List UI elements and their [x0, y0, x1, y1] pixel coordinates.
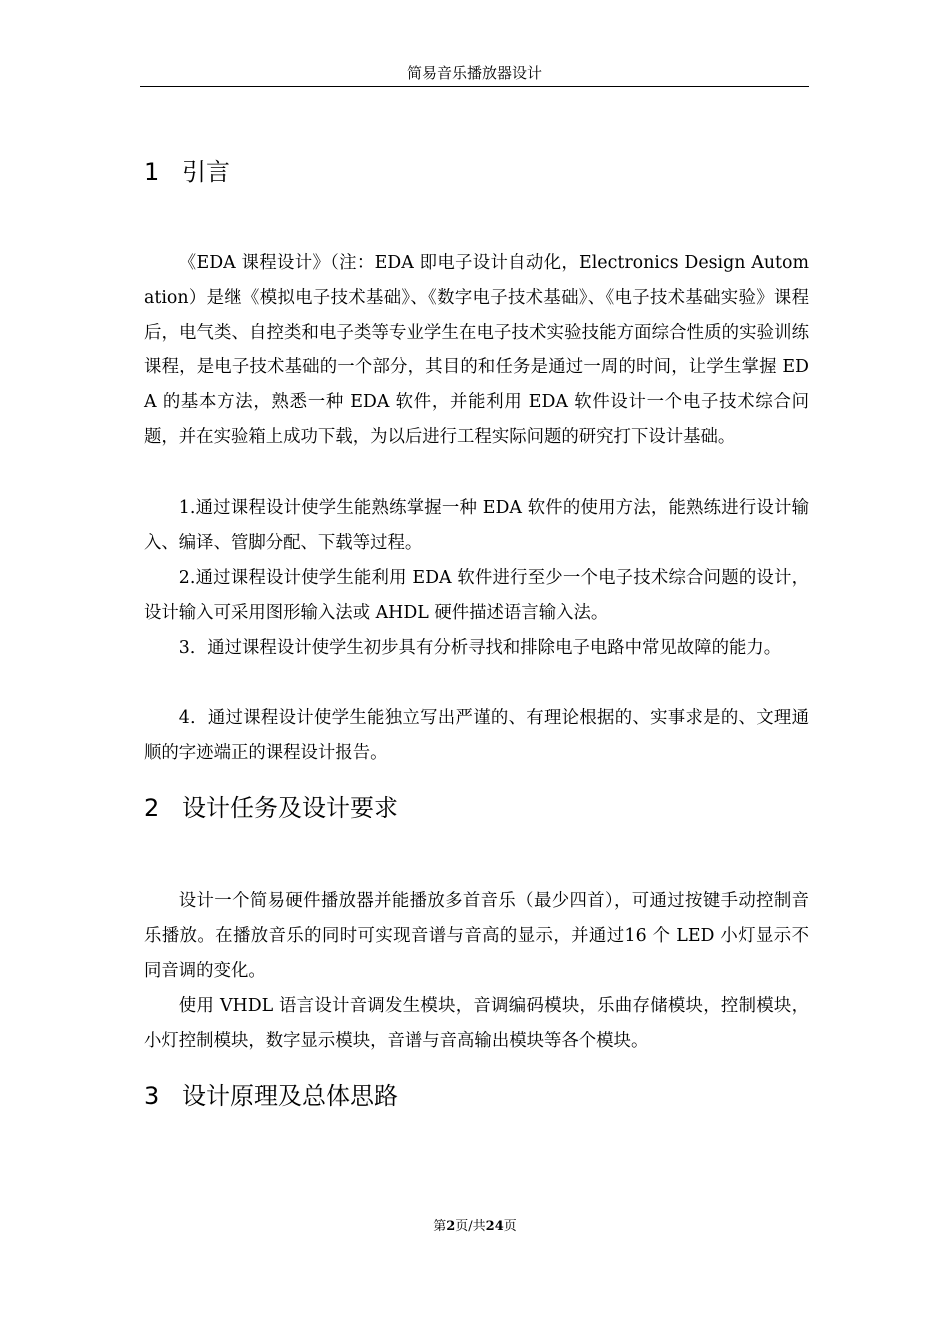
paragraph-goal-4: 4．通过课程设计使学生能独立写出严谨的、有理论根据的、实事求是的、文理通顺的字迹端正的课程设计报告。: [144, 708, 809, 763]
paragraph-task: 设计一个简易硬件播放器并能播放多首音乐（最少四首），可通过按键手动控制音乐播放。在播放音乐的同时可实现音谱与音高的显示，并通过16 个 LED 小灯显示不同音调的变化。: [144, 891, 809, 981]
section-number: 1: [144, 158, 160, 186]
page-footer: [0, 1218, 950, 1236]
footer-suffix: 页: [503, 1219, 517, 1234]
paragraph-goal-3: 3．通过课程设计使学生初步具有分析寻找和排除电子电路中常见故障的能力。: [178, 638, 782, 658]
paragraph-goal-2: 2.通过课程设计使学生能利用 EDA 软件进行至少一个电子技术综合问题的设计，设计输入可采用图形输入法或 AHDL 硬件描述语言输入法。: [144, 568, 809, 623]
section-number: 3: [144, 1082, 160, 1110]
section-number: 2: [144, 794, 160, 822]
section-title: 设计任务及设计要求: [182, 794, 398, 822]
footer-total-pages: 24: [485, 1219, 504, 1234]
footer-middle: 页/共: [455, 1219, 486, 1234]
section-1-heading: [144, 157, 230, 187]
paragraph-requirements: 使用 VHDL 语言设计音调发生模块，音调编码模块，乐曲存储模块，控制模块，小灯控制模块，数字显示模块，音谱与音高输出模块等各个模块。: [144, 996, 809, 1051]
paragraph-intro: 《EDA 课程设计》（注：EDA 即电子设计自动化，Electronics Design Automation）是继《模拟电子技术基础》、《数字电子技术基础》、《电子技术基础实验》课程后，电气类、自控类和电子类等专业学生在电子技术实验技能方面综合性质的实验训练课程，是电子技术基础的一个部分，其目的和任务是通过一周的时间，让学生掌握 EDA 的基本方法，熟悉一种 EDA 软件，并能利用 EDA 软件设计一个电子技术综合问题，并在实验箱上成功下载，为以后进行工程实际问题的研究打下设计基础。: [144, 253, 809, 447]
page-header: [140, 62, 809, 87]
section-title: 设计原理及总体思路: [182, 1082, 398, 1110]
header-title: 简易音乐播放器设计: [406, 64, 542, 82]
paragraph-goal-1: 1.通过课程设计使学生能熟练掌握一种 EDA 软件的使用方法，能熟练进行设计输入、编译、管脚分配、下载等过程。: [144, 498, 809, 553]
section-3-heading: [144, 1081, 398, 1111]
section-2-heading: [144, 793, 398, 823]
footer-prefix: 第: [433, 1219, 447, 1234]
section-title: 引言: [182, 158, 230, 186]
footer-page-number: 2: [446, 1219, 456, 1234]
